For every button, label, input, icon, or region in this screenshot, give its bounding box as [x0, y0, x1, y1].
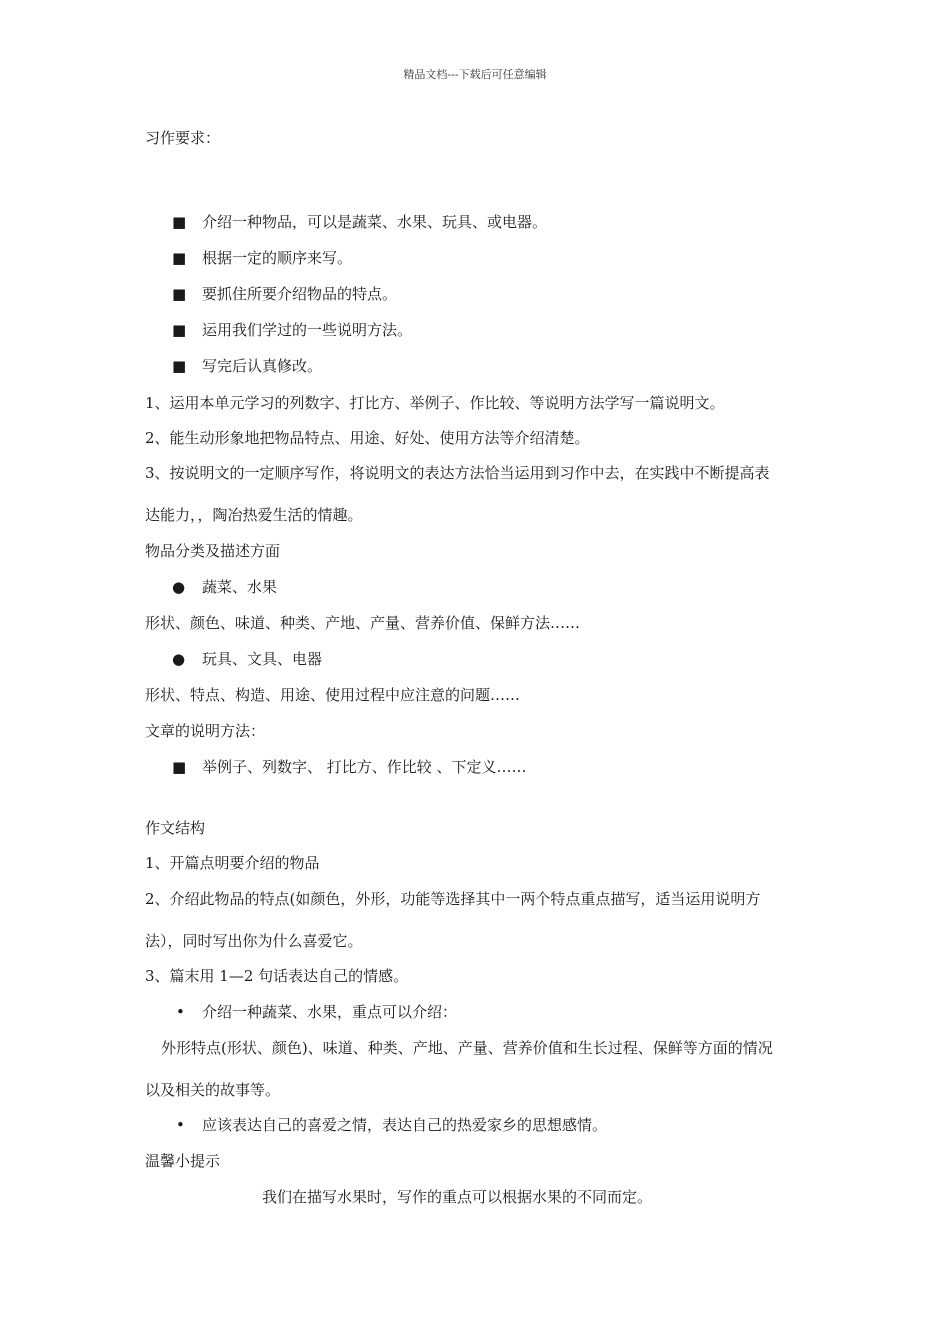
methods-title: 文章的说明方法： — [145, 722, 266, 740]
structure-item: 1、开篇点明要介绍的物品 — [145, 854, 320, 872]
square-bullet-icon: ■ — [172, 249, 187, 267]
category-desc: 形状、特点、构造、用途、使用过程中应注意的问题…… — [145, 686, 521, 704]
dot-bullet-icon: • — [176, 1003, 185, 1021]
requirement-item: 运用我们学过的一些说明方法。 — [202, 321, 413, 339]
tip-desc: 以及相关的故事等。 — [145, 1081, 281, 1099]
circle-bullet-icon: ● — [172, 578, 186, 596]
methods-item: 举例子、列数字、 打比方、作比较 、下定义…… — [202, 758, 527, 776]
dot-bullet-icon: • — [176, 1116, 185, 1134]
square-bullet-icon: ■ — [172, 321, 187, 339]
requirements-title: 习作要求： — [145, 129, 221, 147]
goal-item: 2、能生动形象地把物品特点、用途、好处、使用方法等介绍清楚。 — [145, 429, 590, 447]
goal-item: 1、运用本单元学习的列数字、打比方、举例子、作比较、等说明方法学写一篇说明文。 — [145, 394, 725, 412]
square-bullet-icon: ■ — [172, 357, 187, 375]
requirement-item: 介绍一种物品，可以是蔬菜、水果、玩具、或电器。 — [202, 213, 548, 231]
requirement-item: 要抓住所要介绍物品的特点。 — [202, 285, 398, 303]
structure-item: 法），同时写出你为什么喜爱它。 — [145, 932, 363, 950]
square-bullet-icon: ■ — [172, 285, 187, 303]
structure-title: 作文结构 — [145, 819, 206, 837]
structure-item: 2、介绍此物品的特点(如颜色，外形，功能等选择其中一两个特点重点描写，适当运用说明方 — [145, 890, 761, 908]
category-desc: 形状、颜色、味道、种类、产地、产量、营养价值、保鲜方法…… — [145, 614, 581, 632]
page-header: 精品文档---下载后可任意编辑 — [403, 68, 547, 81]
square-bullet-icon: ■ — [172, 213, 187, 231]
circle-bullet-icon: ● — [172, 650, 186, 668]
goal-item: 3、按说明文的一定顺序写作，将说明文的表达方法恰当运用到习作中去，在实践中不断提高表 — [145, 464, 770, 482]
hint-text: 我们在描写水果时，写作的重点可以根据水果的不同而定。 — [262, 1188, 653, 1206]
tip-item: 介绍一种蔬菜、水果，重点可以介绍： — [202, 1003, 458, 1021]
goal-item: 达能力，，陶冶热爱生活的情趣。 — [145, 506, 363, 524]
category-item: 蔬菜、水果 — [202, 578, 278, 596]
square-bullet-icon: ■ — [172, 758, 187, 776]
structure-item: 3、篇末用 1—2 句话表达自己的情感。 — [145, 967, 409, 985]
category-title: 物品分类及描述方面 — [145, 542, 281, 560]
category-item: 玩具、文具、电器 — [202, 650, 323, 668]
tip-item: 应该表达自己的喜爱之情，表达自己的热爱家乡的思想感情。 — [202, 1116, 608, 1134]
requirement-item: 根据一定的顺序来写。 — [202, 249, 353, 267]
hint-title: 温馨小提示 — [145, 1152, 221, 1170]
tip-desc: 外形特点(形状、颜色)、味道、种类、产地、产量、营养价值和生长过程、保鲜等方面的情况 — [161, 1039, 773, 1057]
requirement-item: 写完后认真修改。 — [202, 357, 323, 375]
